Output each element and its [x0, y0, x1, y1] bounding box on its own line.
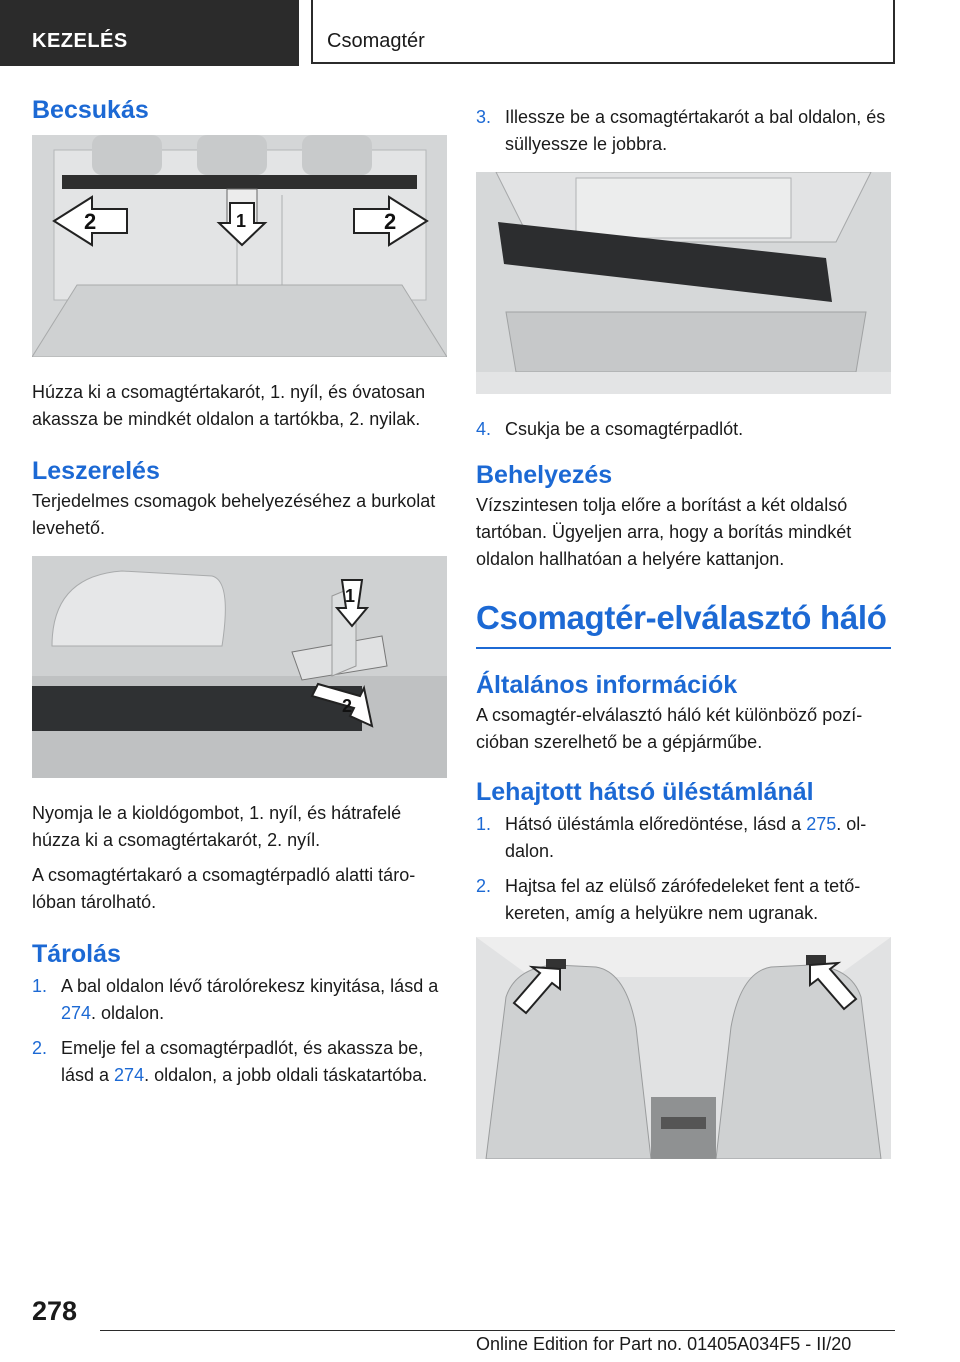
- general-info-body: A csomagtér-elválasztó háló két különböző pozícióban szerelhető be a gépjárműbe.: [476, 705, 863, 752]
- section-tab: KEZELÉS: [0, 0, 299, 66]
- removal-heading: Leszerelés: [32, 457, 160, 485]
- page-header: [0, 0, 960, 66]
- left-column: [32, 96, 447, 1099]
- roof-frame-covers-illustration: [476, 937, 891, 1159]
- closing-caption: Húzza ki a csomagtértakarót, 1. nyíl, és óvatosan akassza be mindkét oldalon a tartókba, 2. nyilak.: [32, 382, 426, 429]
- storage-heading: Tárolás: [32, 940, 121, 968]
- insert-heading: Behelyezés: [476, 461, 613, 489]
- chapter-tab: Csomagtér: [311, 0, 895, 64]
- arrow-label-2-left: 2: [84, 209, 97, 234]
- cover-steps: [476, 104, 891, 158]
- step-number: 4.: [476, 419, 492, 439]
- list-item: 4. Csukja be a csomagtérpadlót.: [476, 416, 891, 443]
- net-heading: Csomagtér-elválasztó háló: [476, 599, 891, 649]
- folded-seat-heading: Lehajtott hátsó üléstámlánál: [476, 778, 814, 806]
- insert-body: Vízszintesen tolja előre a borítást a két oldalsó tartóban. Ügyeljen arra, hogy a borítás mindkét oldalon hallhatóan a helyére kattanjon.: [476, 495, 852, 569]
- trunk-cover-removal-illustration: [32, 556, 447, 778]
- cover-steps-continued: [476, 416, 891, 443]
- page-link[interactable]: 274: [61, 1003, 92, 1023]
- closing-heading: Becsukás: [32, 96, 149, 124]
- trunk-floor-figure: [476, 172, 891, 394]
- trunk-cover-closing-illustration: [32, 135, 447, 357]
- list-item: 2. Emelje fel a csomagtérpadlót, és akassza be, lásd a 274. oldalon, a jobb oldali táskatartóba.: [32, 1035, 447, 1089]
- step-number: 3.: [476, 107, 492, 127]
- list-item: 3. Illessze be a csomagtértakarót a bal oldalon, és süllyessze le jobbra.: [476, 104, 891, 158]
- right-column: [476, 104, 891, 1181]
- step-number: 1.: [476, 814, 492, 834]
- roof-frame-covers-figure: [476, 937, 891, 1159]
- list-item: 2. Hajtsa fel az elülső zárófedeleket fent a tetőkereten, amíg a helyükre nem ugranak.: [476, 873, 891, 927]
- net-steps: [476, 811, 891, 927]
- page-number: 278: [32, 1296, 78, 1326]
- edition-note: Online Edition for Part no. 01405A034F5 - II/20: [476, 1334, 852, 1354]
- page-link[interactable]: 275: [806, 814, 837, 834]
- removal-intro: Terjedelmes csomagok behelyezéséhez a burkolat levehető.: [32, 491, 436, 538]
- removal-caption-1: Nyomja le a kioldógombot, 1. nyíl, és hátrafelé húzza ki a csomagtértakarót, 2. nyíl.: [32, 803, 402, 850]
- arrow-label-2-right: 2: [384, 209, 397, 234]
- trunk-floor-illustration: [476, 172, 891, 394]
- arrow-label-1: 1: [345, 586, 356, 606]
- trunk-cover-closing-figure: [32, 135, 447, 357]
- step-number: 2.: [476, 876, 492, 896]
- page-link[interactable]: 274: [114, 1065, 145, 1085]
- step-number: 2.: [32, 1038, 48, 1058]
- trunk-cover-removal-figure: [32, 556, 447, 778]
- arrow-label-1: 1: [236, 211, 247, 231]
- list-item: 1. A bal oldalon lévő tárolórekesz kinyitása, lásd a 274. oldalon.: [32, 973, 447, 1027]
- list-item: 1. Hátsó üléstámla előredöntése, lásd a 275. oldalon.: [476, 811, 891, 865]
- step-number: 1.: [32, 976, 48, 996]
- storage-steps: [32, 973, 447, 1089]
- removal-caption-2: A csomagtértakaró a csomagtérpadló alatti tárolóban tárolható.: [32, 865, 416, 912]
- general-info-heading: Általános információk: [476, 671, 738, 699]
- arrow-label-2: 2: [342, 696, 353, 716]
- footer-divider: [100, 1330, 895, 1331]
